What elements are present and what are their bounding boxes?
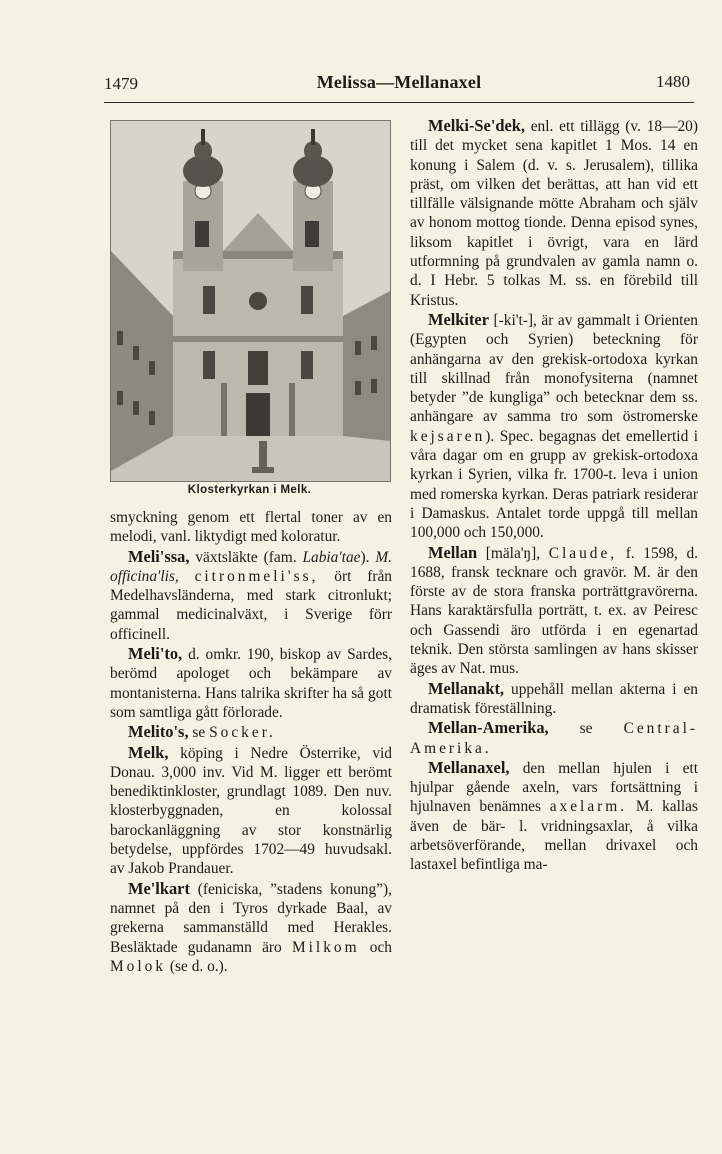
entry-melissa: Meli'ssa, växtsläkte (fam. Labia'tae). M. officina'lis, citronmeli'ss, ört från Medelhavsländerna, med stark citronlukt; gammal medicinalväxt, i Sverige förr officinell. [110, 546, 393, 643]
headword: Meli'to, [128, 644, 183, 664]
headword: Melk, [128, 742, 169, 762]
entry-melkisedek: Melki-Se'dek, enl. ett tillägg (v. 18—20) till det mycket sena kapitlet 1 Mos. 14 en konung i Salem (d. v. s. Jerusalem), tillika präst, om vilken det berättas, att han vid ett tillfälle välsignande mötte Abraham och själv av honom mottog tionde. Denna episod synes, liksom kapitlet i övrigt, vara en lärd utformning på grundvalen av gamla namn o. d. I Hebr. 5 tolkas M. ss. en förebild till Kristus. [410, 116, 698, 309]
cross-reference: Central-Amerika. [410, 720, 698, 757]
headword: Melkiter [428, 309, 489, 329]
headword: Melito's, [128, 722, 189, 742]
page-header [104, 70, 694, 98]
church-facade-drawing [111, 121, 390, 481]
headword: Mellan [428, 542, 478, 562]
entry-mellanaxel: Mellanaxel, den mellan hjulen i ett hjulpar gående axeln, vars fortsättning i hjulnaven benämnes axelarm. M. kallas även de bär- l. vridningsaxlar, å vilka arbetsöverförande, mellan drivaxel och lastaxel befintliga ma- [410, 757, 698, 874]
entry-melkart: Me'lkart (feniciska, ”stadens konung”), namnet på den i Tyros dyrkade Baal, av grekerna sammanställd med Herakles. Besläktade gudanamn äro Milkom och Molok (se d. o.). [110, 878, 393, 975]
right-column [410, 116, 698, 875]
cross-reference: Milkom [291, 938, 360, 956]
page-number-left: 1479 [104, 74, 138, 93]
cross-reference: Molok [110, 957, 167, 975]
entry-melitos: Melito's, se Socker. [128, 722, 276, 742]
entry-mellan: Mellan [mäla'ŋ], Claude, f. 1598, d. 1688, fransk tecknare och gravör. M. är den förste av de stora franska porträttgravörerna. Hans karaktärsfulla porträtt, t. ex. av Peiresc och Gassendi äro utförda i en egenartad teknik. Den största samlingen av hans skisser äges av Nat. mus. [410, 542, 698, 678]
headword: Mellanakt, [428, 678, 505, 698]
entry-mellanakt: Mellanakt, uppehåll mellan akterna i en dramatisk föreställning. [410, 678, 698, 717]
headword: Me'lkart [128, 878, 190, 898]
headword: Meli'ssa, [128, 546, 190, 566]
headword: Melki-Se'dek, [428, 116, 525, 135]
cross-reference: Socker. [209, 724, 276, 742]
entry-melito: Meli'to, d. omkr. 190, biskop av Sardes, berömd apologet och bekämpare av montanisterna. Hans talrika skrifter ha så gott som samtliga gått förlorade. [110, 644, 392, 721]
church-illustration [110, 120, 391, 482]
page-number-right: 1480 [656, 72, 690, 91]
figure-caption: Klosterkyrkan i Melk. [187, 484, 312, 496]
entry-mellan-amerika: Mellan-Amerika, se Central-Amerika. [410, 718, 698, 757]
headword: Mellanaxel, [428, 757, 510, 777]
entry-melk: Melk, köping i Nedre Österrike, vid Donau. 3,000 inv. Vid M. ligger ett berömt benediktinkloster, grundlagt 1089. Den nuv. klosterbyggnaden, en kolossal barockanläggning av stor konstnärlig betydelse, uppfördes 1702—49 huvudsakl. av Jakob Prandauer. [110, 742, 392, 878]
running-title: Melissa—Mellanaxel [316, 72, 482, 92]
header-rule [104, 102, 694, 103]
continued-entry: smyckning genom ett flertal toner av en melodi, vanl. liktydigt med koloratur. [110, 509, 392, 546]
headword: Mellan-Amerika, [428, 718, 549, 738]
left-column [110, 508, 392, 976]
entry-melkiter: Melkiter [-ki't-], är av gammalt i Orienten (Egypten och Syrien) beteckning för anhängarna av den grekisk-ortodoxa kyrkan till skillnad från monofysiterna (namnet betyder ”de kungliga” och betecknar dem ss. anhängare av samma tro som östromerske kejsaren). Spec. begagnas det emellertid i våra dagar om en grupp av grekisk-ortodoxa kyrkan i Syrien, vilka fr. 1700-t. leva i union med romerska kyrkan. Deras patriark residerar i Damaskus. Antalet torde uppgå till mellan 100,000 och 150,000. [410, 309, 698, 542]
